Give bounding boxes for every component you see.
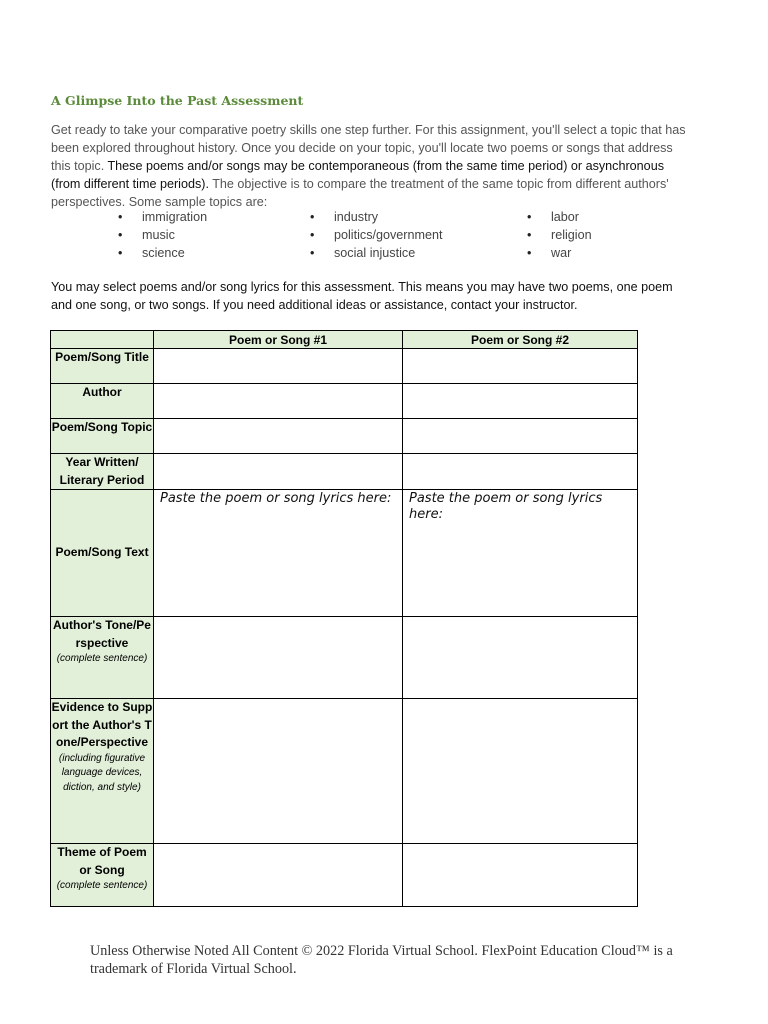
header-poem-2: Poem or Song #2 bbox=[403, 331, 638, 349]
list-item: • immigration bbox=[118, 208, 207, 226]
selection-paragraph: You may select poems and/or song lyrics for this assessment. This means you may have two poems, one poem and one song, or two songs. If you need additional ideas or assistance, contact your instructor. bbox=[51, 280, 673, 312]
row-label-tone bbox=[51, 617, 154, 699]
theme-note: (complete sentence) bbox=[56, 880, 148, 891]
theme-label-text: Theme of Poem or Song bbox=[57, 845, 147, 877]
list-item: • social injustice bbox=[310, 244, 443, 262]
list-item: • war bbox=[527, 244, 592, 262]
row-label-year: Year Written/ Literary Period bbox=[51, 454, 154, 490]
row-label-author: Author bbox=[51, 384, 154, 419]
intro-paragraph bbox=[51, 121, 691, 211]
table-row bbox=[51, 384, 638, 419]
evidence-note: (including figurative language devices, diction, and style) bbox=[58, 752, 146, 793]
text-input-1[interactable] bbox=[154, 490, 403, 617]
assessment-title: A Glimpse Into the Past Assessment bbox=[51, 93, 304, 108]
table-row bbox=[51, 844, 638, 907]
paste-prompt-1: Paste the poem or song lyrics here: bbox=[160, 491, 392, 506]
list-item: • labor bbox=[527, 208, 592, 226]
table-row bbox=[51, 699, 638, 844]
theme-input-2[interactable] bbox=[403, 844, 638, 907]
paste-prompt-2: Paste the poem or song lyrics here: bbox=[409, 491, 603, 522]
list-item: • science bbox=[118, 244, 207, 262]
tone-note: (complete sentence) bbox=[56, 653, 148, 664]
tone-input-1[interactable] bbox=[154, 617, 403, 699]
intro-text-3: The objective is to compare the treatment of the same topic from different authors' perspectives. Some sample topics are: bbox=[51, 177, 669, 209]
table-row bbox=[51, 490, 638, 617]
row-label-theme bbox=[51, 844, 154, 907]
tone-label-text: Author's Tone/Perspective bbox=[53, 618, 151, 650]
tone-input-2[interactable] bbox=[403, 617, 638, 699]
year-input-2[interactable] bbox=[403, 454, 638, 490]
author-input-2[interactable] bbox=[403, 384, 638, 419]
topic-input-2[interactable] bbox=[403, 419, 638, 454]
title-input-1[interactable] bbox=[154, 349, 403, 384]
copyright-footer: Unless Otherwise Noted All Content © 2022 Florida Virtual School. FlexPoint Education Cloud™ is a trademark of Florida Virtual School. bbox=[90, 943, 673, 977]
topic-column-3 bbox=[527, 208, 592, 262]
table-header-row bbox=[51, 331, 638, 349]
table-row bbox=[51, 617, 638, 699]
header-poem-1: Poem or Song #1 bbox=[154, 331, 403, 349]
intro-text-1: Get ready to take your comparative poetry skills one step further. For this assignment, you'll select a topic that has been explored throughout history. Once you decide on your topic, you'll locate two poems or songs that address this topic. bbox=[51, 123, 686, 173]
evidence-label-text: Evidence to Support the Author's Tone/Perspective bbox=[51, 700, 153, 749]
row-label-title: Poem/Song Title bbox=[51, 349, 154, 384]
header-blank bbox=[51, 331, 154, 349]
list-item: • religion bbox=[527, 226, 592, 244]
row-label-text: Poem/Song Text bbox=[51, 490, 154, 617]
evidence-input-2[interactable] bbox=[403, 699, 638, 844]
year-input-1[interactable] bbox=[154, 454, 403, 490]
intro-text-2: These poems and/or songs may be contemporaneous (from the same time period) or asynchronous (from different time periods). bbox=[51, 159, 664, 191]
list-item: • industry bbox=[310, 208, 443, 226]
table-row bbox=[51, 419, 638, 454]
theme-input-1[interactable] bbox=[154, 844, 403, 907]
table-row bbox=[51, 454, 638, 490]
comparison-table bbox=[50, 330, 638, 907]
list-item: • politics/government bbox=[310, 226, 443, 244]
text-input-2[interactable] bbox=[403, 490, 638, 617]
title-input-2[interactable] bbox=[403, 349, 638, 384]
row-label-evidence bbox=[51, 699, 154, 844]
table-row bbox=[51, 349, 638, 384]
evidence-input-1[interactable] bbox=[154, 699, 403, 844]
topic-input-1[interactable] bbox=[154, 419, 403, 454]
topic-column-1 bbox=[118, 208, 207, 262]
topic-column-2 bbox=[310, 208, 443, 262]
author-input-1[interactable] bbox=[154, 384, 403, 419]
row-label-topic: Poem/Song Topic bbox=[51, 419, 154, 454]
list-item: • music bbox=[118, 226, 207, 244]
